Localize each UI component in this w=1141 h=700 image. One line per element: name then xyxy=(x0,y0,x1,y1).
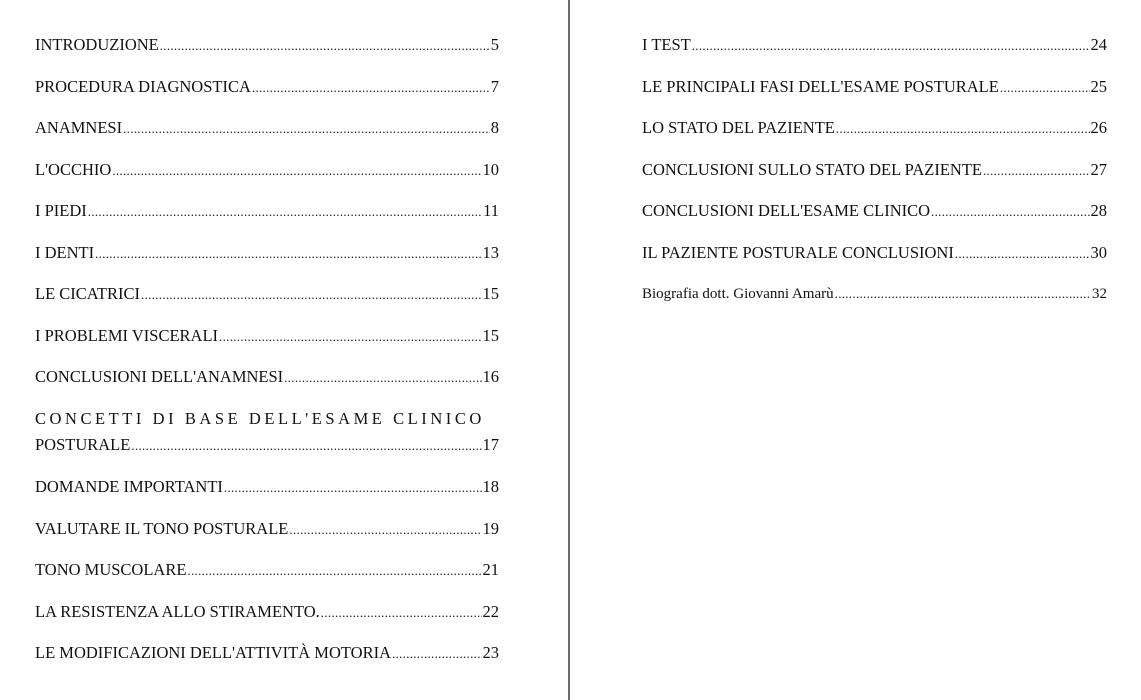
dot-leader xyxy=(141,284,482,306)
toc-entry-page-number: 27 xyxy=(1090,159,1107,179)
toc-entry[interactable] xyxy=(35,325,499,367)
dot-leader xyxy=(112,160,481,182)
toc-entry-title: TONO MUSCOLARE xyxy=(35,560,187,579)
toc-entry[interactable] xyxy=(35,642,499,684)
toc-entry-title: LO STATO DEL PAZIENTE xyxy=(642,118,835,137)
toc-entry-title: CONCLUSIONI SULLO STATO DEL PAZIENTE xyxy=(642,159,982,179)
toc-entry-page-number: 15 xyxy=(482,325,499,345)
dot-leader xyxy=(88,201,482,223)
toc-entry-title: IL PAZIENTE POSTURALE CONCLUSIONI xyxy=(642,242,954,262)
toc-entry-page-number: 22 xyxy=(482,601,499,621)
toc-entry-page-number: 28 xyxy=(1090,201,1107,220)
toc-entry[interactable] xyxy=(642,34,1107,76)
page-divider xyxy=(568,0,570,700)
toc-entry-title: I DENTI xyxy=(35,242,95,262)
toc-entry-title: INTRODUZIONE xyxy=(35,35,159,54)
toc-entry-title: PROCEDURA DIAGNOSTICA xyxy=(35,76,251,96)
dot-leader xyxy=(219,326,481,348)
toc-entry[interactable] xyxy=(642,117,1107,159)
toc-entry[interactable] xyxy=(35,117,499,159)
toc-entry-title: LE CICATRICI xyxy=(35,284,140,303)
toc-entry[interactable] xyxy=(642,200,1107,242)
right-page xyxy=(571,0,1141,700)
dot-leader xyxy=(252,77,490,99)
toc-entry-page-number: 10 xyxy=(482,159,499,179)
toc-entry-page-number: 8 xyxy=(490,118,499,137)
toc-entry[interactable] xyxy=(35,200,499,242)
dot-leader xyxy=(931,201,1089,223)
dot-leader xyxy=(95,243,481,265)
toc-entry-page-number: 30 xyxy=(1090,242,1107,262)
dot-leader xyxy=(955,243,1090,265)
toc-entry-page-number: 5 xyxy=(490,35,499,54)
toc-entry-page-number: 16 xyxy=(482,367,499,386)
toc-entry[interactable] xyxy=(35,404,499,457)
toc-entry-title: I PROBLEMI VISCERALI xyxy=(35,325,219,345)
toc-entry-page-number: 17 xyxy=(482,434,499,454)
toc-entry-title: Biografia dott. Giovanni Amarù xyxy=(642,286,834,302)
toc-entry-page-number: 25 xyxy=(1090,76,1107,96)
toc-entry-page-number: 21 xyxy=(482,560,499,579)
toc-entry[interactable] xyxy=(642,242,1107,284)
dot-leader xyxy=(692,35,1090,57)
toc-entry-title: CONCLUSIONI DELL'ANAMNESI xyxy=(35,367,284,386)
dot-leader xyxy=(224,477,482,499)
dot-leader xyxy=(835,283,1091,305)
toc-entry-title: ANAMNESI xyxy=(35,118,123,137)
toc-entry[interactable] xyxy=(642,76,1107,118)
dot-leader xyxy=(1000,77,1090,99)
dot-leader xyxy=(160,35,490,57)
toc-entry-title: I TEST xyxy=(642,35,691,54)
toc-entry-page-number: 23 xyxy=(482,643,499,662)
toc-entry-title: LE MODIFICAZIONI DELL'ATTIVITÀ MOTORIA xyxy=(35,643,391,662)
table-of-contents-right xyxy=(642,34,1107,325)
toc-entry-page-number: 32 xyxy=(1092,286,1107,302)
dot-leader xyxy=(284,367,481,389)
toc-entry-page-number: 26 xyxy=(1090,118,1107,137)
toc-entry[interactable] xyxy=(35,283,499,325)
dot-leader xyxy=(321,602,482,624)
toc-entry[interactable] xyxy=(35,34,499,76)
toc-entry-title: DOMANDE IMPORTANTI xyxy=(35,477,223,496)
dot-leader xyxy=(131,435,481,457)
table-of-contents-left xyxy=(35,34,499,684)
toc-entry-title: LA RESISTENZA ALLO STIRAMENTO. xyxy=(35,601,320,621)
toc-entry-title-line-2: POSTURALE xyxy=(35,434,131,454)
dot-leader xyxy=(392,643,482,665)
toc-entry-title: L'OCCHIO xyxy=(35,159,112,179)
toc-entry-title: I PIEDI xyxy=(35,201,87,220)
toc-entry[interactable] xyxy=(35,518,499,560)
toc-entry[interactable] xyxy=(35,601,499,643)
toc-entry-title: CONCLUSIONI DELL'ESAME CLINICO xyxy=(642,201,931,220)
dot-leader xyxy=(289,519,481,541)
toc-entry[interactable] xyxy=(642,283,1107,325)
toc-entry[interactable] xyxy=(642,159,1107,201)
toc-entry-title: VALUTARE IL TONO POSTURALE xyxy=(35,518,289,538)
toc-entry[interactable] xyxy=(35,76,499,118)
toc-entry-page-number: 19 xyxy=(482,518,499,538)
toc-entry[interactable] xyxy=(35,242,499,284)
toc-entry-page-number: 24 xyxy=(1090,35,1107,54)
dot-leader xyxy=(836,118,1090,140)
left-page xyxy=(0,0,568,700)
toc-entry-page-number: 11 xyxy=(483,201,499,220)
toc-entry-page-number: 7 xyxy=(490,76,499,96)
toc-entry-title: LE PRINCIPALI FASI DELL'ESAME POSTURALE xyxy=(642,76,999,96)
toc-entry-second-line xyxy=(35,434,499,457)
toc-entry[interactable] xyxy=(35,559,499,601)
dot-leader xyxy=(983,160,1090,182)
toc-entry-title-line-1: CONCETTI DI BASE DELL'ESAME CLINICO xyxy=(35,408,485,428)
toc-entry[interactable] xyxy=(35,476,499,518)
toc-entry[interactable] xyxy=(35,159,499,201)
dot-leader xyxy=(187,560,481,582)
toc-entry-page-number: 15 xyxy=(482,284,499,303)
toc-entry[interactable] xyxy=(35,366,499,408)
toc-entry-page-number: 13 xyxy=(482,242,499,262)
toc-entry-page-number: 18 xyxy=(482,477,499,496)
dot-leader xyxy=(123,118,490,140)
